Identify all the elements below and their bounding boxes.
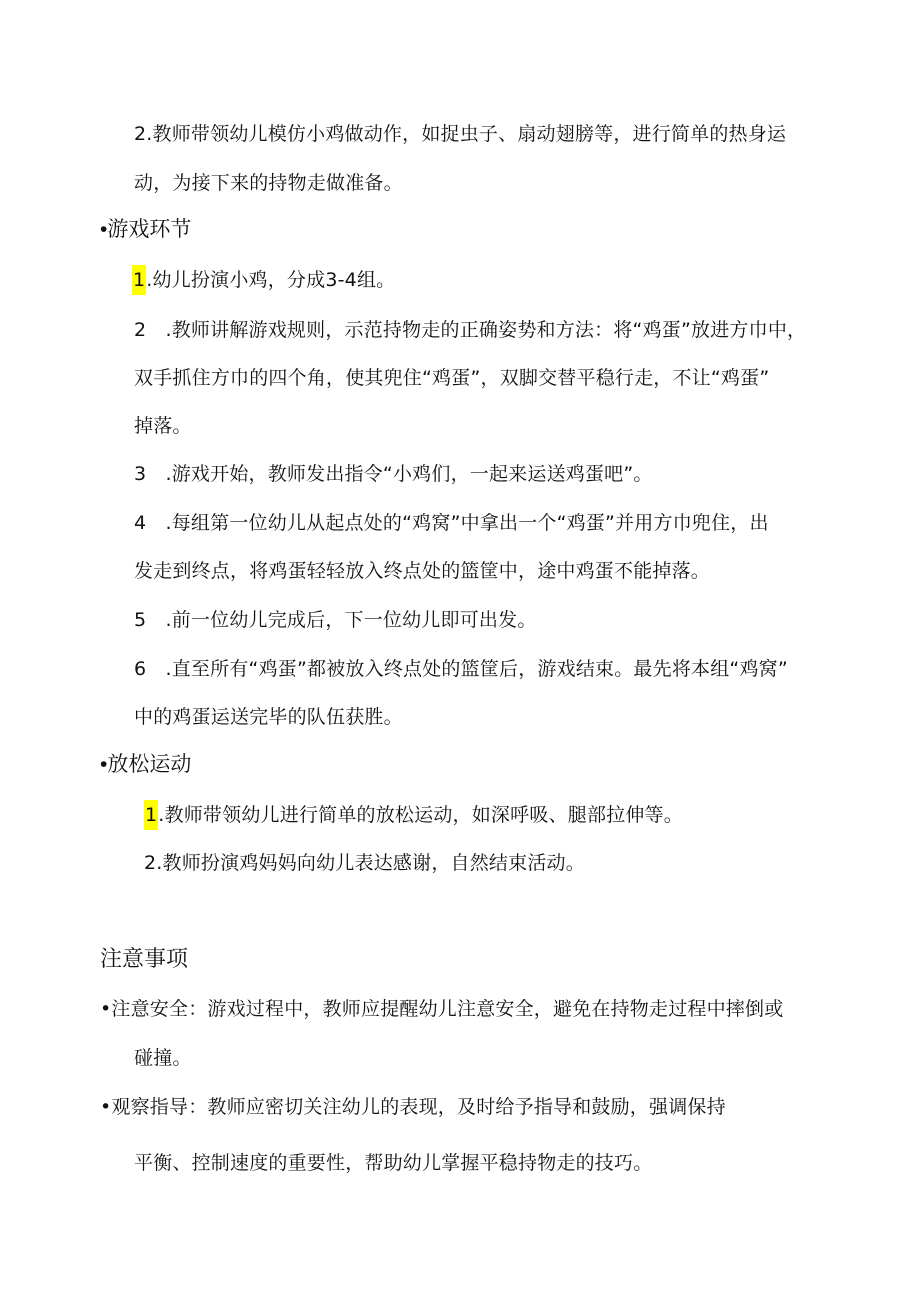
section-heading-relax: •放松运动 <box>100 753 192 776</box>
highlighted-number: 1 <box>132 265 146 295</box>
game-item-6-line-2: 中的鸡蛋运送完毕的队伍获胜。 <box>134 706 403 728</box>
notes-item-1-line-2: 碰撞。 <box>134 1047 192 1069</box>
notes-item-2-line-2: 平衡、控制速度的重要性，帮助幼儿掌握平稳持物走的技巧。 <box>134 1152 653 1174</box>
game-item-1-text: .幼儿扮演小鸡，分成3-4组。 <box>146 269 396 291</box>
warmup-item-2-line-2: 动，为接下来的持物走做准备。 <box>134 172 403 194</box>
section-heading-game: •游戏环节 <box>100 218 192 241</box>
game-item-2-line-3: 掉落。 <box>134 415 192 437</box>
highlighted-number: 1 <box>144 800 158 830</box>
relax-item-1-text: .教师带领幼儿进行简单的放松运动，如深呼吸、腿部拉伸等。 <box>158 804 683 826</box>
notes-item-2-line-1: •观察指导：教师应密切关注幼儿的表现，及时给予指导和鼓励，强调保持 <box>100 1096 726 1118</box>
notes-item-1-line-1: •注意安全：游戏过程中，教师应提醒幼儿注意安全，避免在持物走过程中摔倒或 <box>100 998 784 1020</box>
section-title-notes: 注意事项 <box>100 947 189 972</box>
game-item-5: 5 .前一位幼儿完成后，下一位幼儿即可出发。 <box>134 609 537 631</box>
game-item-2-line-1: 2 .教师讲解游戏规则，示范持物走的正确姿势和方法：将“鸡蛋”放进方巾中， <box>134 319 807 341</box>
relax-item-1 <box>144 800 683 830</box>
game-item-6-line-1: 6 .直至所有“鸡蛋”都被放入终点处的篮筐后，游戏结束。最先将本组“鸡窝” <box>134 658 788 680</box>
game-item-4-line-1: 4 .每组第一位幼儿从起点处的“鸡窝”中拿出一个“鸡蛋”并用方巾兜住，出 <box>134 512 769 534</box>
game-item-3: 3 .游戏开始，教师发出指令“小鸡们，一起来运送鸡蛋吧”。 <box>134 463 653 485</box>
game-item-4-line-2: 发走到终点，将鸡蛋轻轻放入终点处的篮筐中，途中鸡蛋不能掉落。 <box>134 560 711 582</box>
relax-item-2: 2.教师扮演鸡妈妈向幼儿表达感谢，自然结束活动。 <box>144 852 585 874</box>
warmup-item-2-line-1: 2.教师带领幼儿模仿小鸡做动作，如捉虫子、扇动翅膀等，进行简单的热身运 <box>134 123 787 145</box>
game-item-2-line-2: 双手抓住方巾的四个角，使其兜住“鸡蛋”，双脚交替平稳行走，不让“鸡蛋” <box>134 367 770 389</box>
game-item-1 <box>132 265 395 295</box>
